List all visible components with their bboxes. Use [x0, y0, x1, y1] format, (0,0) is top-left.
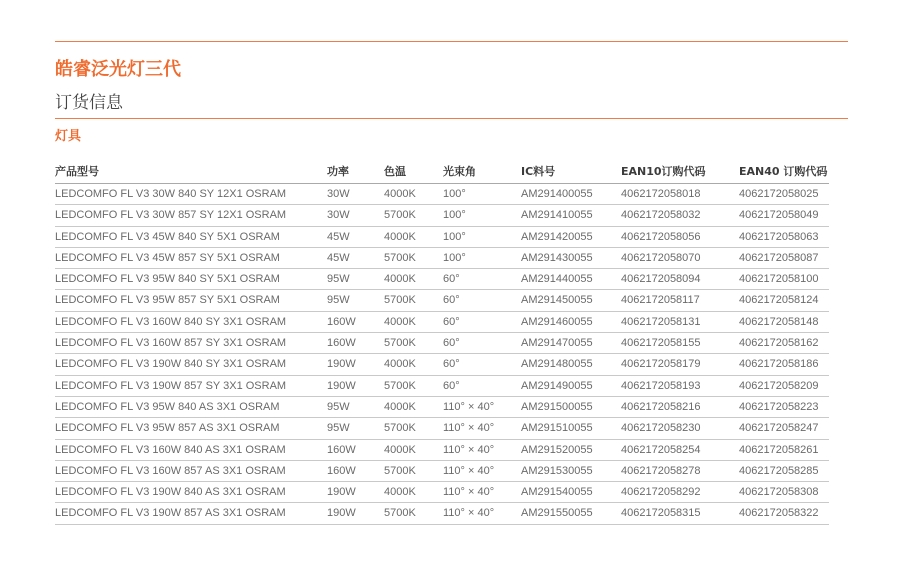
cell-ean40: 4062172058124 — [739, 294, 819, 307]
cell-power: 190W — [327, 486, 356, 499]
table-row — [55, 397, 829, 418]
cell-ean10: 4062172058094 — [621, 273, 701, 286]
cell-model: LEDCOMFO FL V3 190W 840 SY 3X1 OSRAM — [55, 358, 287, 371]
cell-ean10: 4062172058315 — [621, 507, 701, 520]
cell-ean10: 4062172058216 — [621, 400, 701, 413]
cell-ean40: 4062172058063 — [739, 230, 819, 243]
table-body — [55, 184, 829, 525]
cell-color-temp: 5700K — [384, 294, 416, 307]
cell-power: 190W — [327, 379, 356, 392]
table-row — [55, 184, 829, 205]
cell-beam-angle: 60° — [443, 273, 460, 286]
cell-model: LEDCOMFO FL V3 30W 857 SY 12X1 OSRAM — [55, 209, 287, 222]
cell-power: 95W — [327, 294, 350, 307]
cell-ean40: 4062172058148 — [739, 315, 819, 328]
cell-color-temp: 5700K — [384, 379, 416, 392]
cell-power: 30W — [327, 209, 350, 222]
cell-color-temp: 4000K — [384, 400, 416, 413]
cell-color-temp: 5700K — [384, 422, 416, 435]
cell-model: LEDCOMFO FL V3 95W 840 SY 5X1 OSRAM — [55, 273, 280, 286]
cell-ean40: 4062172058025 — [739, 188, 819, 200]
cell-ic-code: AM291540055 — [521, 486, 593, 499]
cell-ean40: 4062172058322 — [739, 507, 819, 520]
cell-ean10: 4062172058131 — [621, 315, 701, 328]
section-divider — [55, 118, 848, 119]
cell-ean10: 4062172058278 — [621, 464, 701, 477]
cell-color-temp: 4000K — [384, 188, 416, 200]
cell-ic-code: AM291480055 — [521, 358, 593, 371]
cell-beam-angle: 110° × 40° — [443, 464, 495, 477]
cell-ean10: 4062172058018 — [621, 188, 701, 200]
cell-beam-angle: 60° — [443, 358, 460, 371]
cell-power: 95W — [327, 422, 350, 435]
cell-beam-angle: 100° — [443, 209, 466, 222]
cell-color-temp: 5700K — [384, 464, 416, 477]
cell-model: LEDCOMFO FL V3 95W 840 AS 3X1 OSRAM — [55, 400, 280, 413]
cell-ic-code: AM291420055 — [521, 230, 593, 243]
page-subtitle: 订货信息 — [55, 93, 123, 113]
cell-ean40: 4062172058223 — [739, 400, 819, 413]
cell-power: 160W — [327, 315, 356, 328]
header-color-temp: 色温 — [384, 165, 406, 178]
table-row — [55, 354, 829, 375]
cell-ean10: 4062172058117 — [621, 294, 700, 307]
cell-color-temp: 4000K — [384, 486, 416, 499]
cell-ean40: 4062172058087 — [739, 251, 819, 264]
cell-color-temp: 4000K — [384, 315, 416, 328]
table-row — [55, 503, 829, 524]
cell-power: 160W — [327, 443, 356, 456]
top-divider — [55, 41, 848, 42]
cell-ean10: 4062172058032 — [621, 209, 701, 222]
table-row — [55, 482, 829, 503]
cell-ean40: 4062172058308 — [739, 486, 819, 499]
cell-ean40: 4062172058247 — [739, 422, 819, 435]
cell-color-temp: 5700K — [384, 507, 416, 520]
cell-ean10: 4062172058179 — [621, 358, 701, 371]
header-model: 产品型号 — [55, 165, 99, 178]
cell-model: LEDCOMFO FL V3 190W 857 AS 3X1 OSRAM — [55, 507, 286, 520]
cell-ic-code: AM291400055 — [521, 188, 593, 200]
cell-ean10: 4062172058056 — [621, 230, 701, 243]
cell-model: LEDCOMFO FL V3 190W 857 SY 3X1 OSRAM — [55, 379, 287, 392]
cell-power: 160W — [327, 337, 356, 350]
cell-power: 45W — [327, 230, 350, 243]
cell-model: LEDCOMFO FL V3 160W 857 AS 3X1 OSRAM — [55, 464, 286, 477]
cell-ic-code: AM291530055 — [521, 464, 593, 477]
table-row — [55, 269, 829, 290]
cell-ean40: 4062172058162 — [739, 337, 819, 350]
table-row — [55, 227, 829, 248]
cell-beam-angle: 100° — [443, 251, 466, 264]
cell-ic-code: AM291440055 — [521, 273, 593, 286]
header-beam-angle: 光束角 — [443, 165, 476, 178]
page-title: 皓睿泛光灯三代 — [55, 59, 181, 80]
cell-beam-angle: 60° — [443, 294, 460, 307]
cell-model: LEDCOMFO FL V3 95W 857 SY 5X1 OSRAM — [55, 294, 280, 307]
cell-beam-angle: 110° × 40° — [443, 507, 495, 520]
cell-color-temp: 4000K — [384, 273, 416, 286]
table-row — [55, 312, 829, 333]
cell-power: 30W — [327, 188, 350, 200]
cell-beam-angle: 60° — [443, 379, 460, 392]
cell-ean40: 4062172058261 — [739, 443, 819, 456]
table-row — [55, 440, 829, 461]
cell-ean10: 4062172058193 — [621, 379, 701, 392]
cell-beam-angle: 110° × 40° — [443, 486, 495, 499]
cell-beam-angle: 100° — [443, 230, 466, 243]
cell-power: 95W — [327, 400, 350, 413]
cell-color-temp: 4000K — [384, 358, 416, 371]
cell-power: 190W — [327, 358, 356, 371]
cell-ean10: 4062172058230 — [621, 422, 701, 435]
cell-ean10: 4062172058070 — [621, 251, 701, 264]
cell-model: LEDCOMFO FL V3 160W 857 SY 3X1 OSRAM — [55, 337, 287, 350]
cell-model: LEDCOMFO FL V3 45W 857 SY 5X1 OSRAM — [55, 251, 280, 264]
cell-power: 160W — [327, 464, 356, 477]
cell-ean40: 4062172058186 — [739, 358, 819, 371]
cell-ic-code: AM291430055 — [521, 251, 593, 264]
cell-ic-code: AM291470055 — [521, 337, 593, 350]
cell-power: 190W — [327, 507, 356, 520]
table-row — [55, 461, 829, 482]
cell-ic-code: AM291410055 — [521, 209, 593, 222]
cell-ic-code: AM291520055 — [521, 443, 593, 456]
cell-ic-code: AM291490055 — [521, 379, 593, 392]
cell-beam-angle: 60° — [443, 337, 460, 350]
table-row — [55, 376, 829, 397]
cell-model: LEDCOMFO FL V3 95W 857 AS 3X1 OSRAM — [55, 422, 280, 435]
header-power: 功率 — [327, 165, 349, 178]
cell-ean10: 4062172058254 — [621, 443, 701, 456]
cell-model: LEDCOMFO FL V3 30W 840 SY 12X1 OSRAM — [55, 188, 287, 200]
table-row — [55, 333, 829, 354]
cell-ean10: 4062172058292 — [621, 486, 701, 499]
table-row — [55, 290, 829, 311]
cell-beam-angle: 100° — [443, 188, 466, 200]
cell-beam-angle: 110° × 40° — [443, 422, 495, 435]
cell-beam-angle: 60° — [443, 315, 460, 328]
cell-color-temp: 4000K — [384, 230, 416, 243]
cell-model: LEDCOMFO FL V3 190W 840 AS 3X1 OSRAM — [55, 486, 286, 499]
cell-model: LEDCOMFO FL V3 160W 840 SY 3X1 OSRAM — [55, 315, 287, 328]
cell-color-temp: 5700K — [384, 251, 416, 264]
cell-beam-angle: 110° × 40° — [443, 443, 495, 456]
cell-ic-code: AM291550055 — [521, 507, 593, 520]
cell-model: LEDCOMFO FL V3 160W 840 AS 3X1 OSRAM — [55, 443, 286, 456]
header-ic-code: IC料号 — [521, 165, 556, 178]
cell-beam-angle: 110° × 40° — [443, 400, 495, 413]
cell-power: 45W — [327, 251, 350, 264]
order-info-table — [55, 161, 829, 525]
table-row — [55, 418, 829, 439]
header-ean10: EAN10订购代码 — [621, 165, 706, 178]
section-heading: 灯具 — [55, 129, 82, 144]
table-header-row — [55, 161, 829, 184]
cell-color-temp: 5700K — [384, 337, 416, 350]
cell-ean40: 4062172058049 — [739, 209, 819, 222]
cell-model: LEDCOMFO FL V3 45W 840 SY 5X1 OSRAM — [55, 230, 280, 243]
header-ean40: EAN40 订购代码 — [739, 165, 828, 178]
cell-color-temp: 4000K — [384, 443, 416, 456]
cell-ic-code: AM291500055 — [521, 400, 593, 413]
cell-color-temp: 5700K — [384, 209, 416, 222]
cell-ic-code: AM291460055 — [521, 315, 593, 328]
table-row — [55, 248, 829, 269]
cell-ic-code: AM291510055 — [521, 422, 593, 435]
cell-ean40: 4062172058285 — [739, 464, 819, 477]
cell-power: 95W — [327, 273, 350, 286]
cell-ic-code: AM291450055 — [521, 294, 593, 307]
cell-ean10: 4062172058155 — [621, 337, 701, 350]
cell-ean40: 4062172058209 — [739, 379, 819, 392]
table-row — [55, 205, 829, 226]
cell-ean40: 4062172058100 — [739, 273, 819, 286]
